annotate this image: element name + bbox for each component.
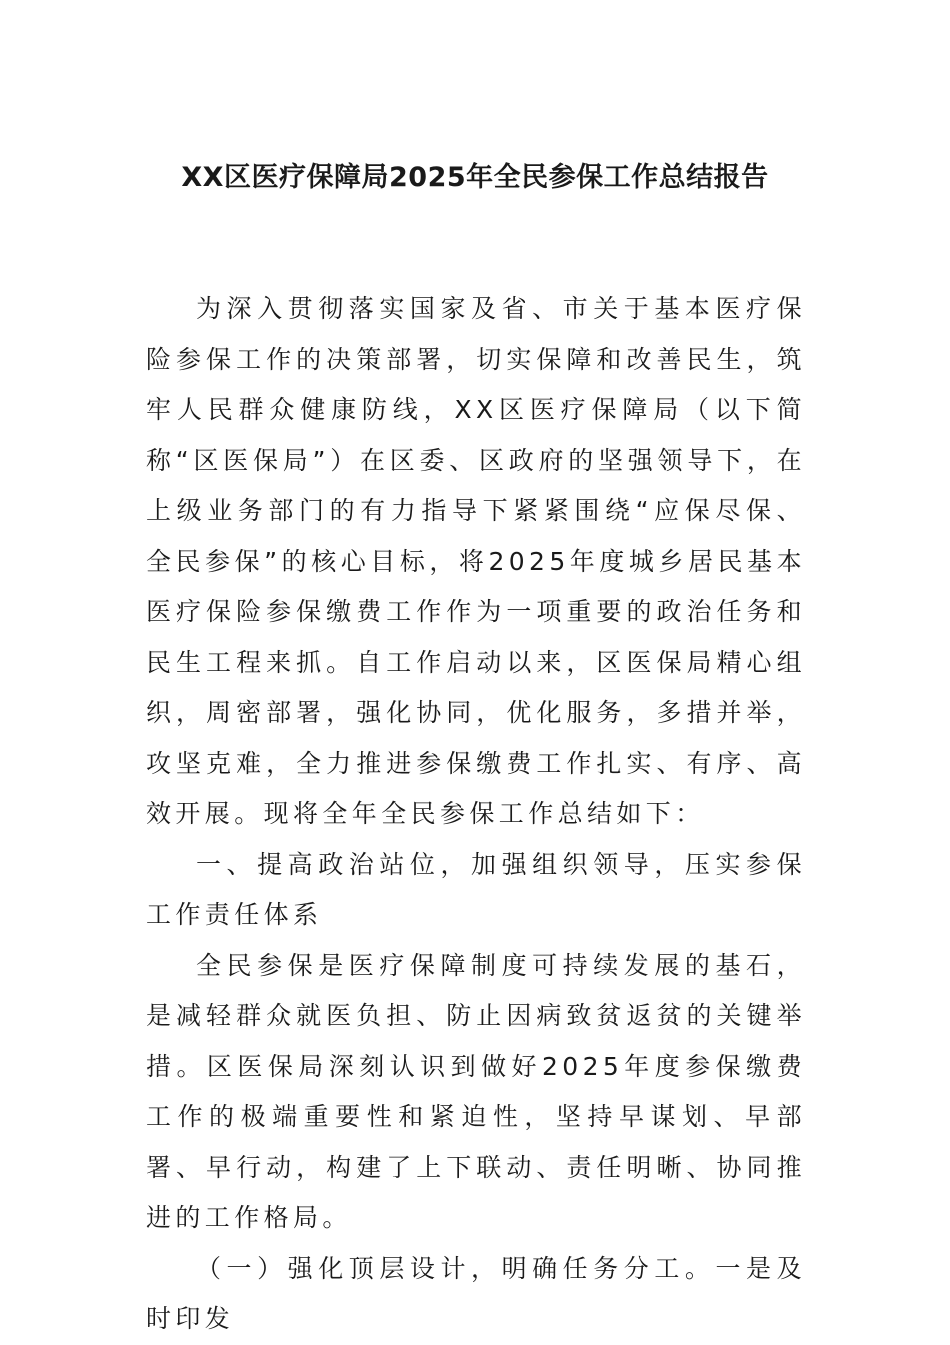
- section-1-paragraph: 全民参保是医疗保障制度可持续发展的基石，是减轻群众就医负担、防止因病致贫返贫的关键举措。区医保局深刻认识到做好2025年度参保缴费工作的极端重要性和紧迫性，坚持早谋划、早部署、早行动，构建了上下联动、责任明晰、协同推进的工作格局。: [146, 950, 806, 1232]
- intro-paragraph: 为深入贯彻落实国家及省、市关于基本医疗保险参保工作的决策部署，切实保障和改善民生，筑牢人民群众健康防线，XX区医疗保障局（以下简称“区医保局”）在区委、区政府的坚强领导下，在上级业务部门的有力指导下紧紧围绕“应保尽保、全民参保”的核心目标，将2025年度城乡居民基本医疗保险参保缴费工作作为一项重要的政治任务和民生工程来抓。自工作启动以来，区医保局精心组织，周密部署，强化协同，优化服务，多措并举，攻坚克难，全力推进参保缴费工作扎实、有序、高效开展。现将全年全民参保工作总结如下：: [146, 294, 806, 828]
- document-body: [146, 284, 806, 1345]
- subsection-1-paragraph: （一）强化顶层设计，明确任务分工。一是及时印发: [146, 1253, 806, 1333]
- section-heading-1: 一、提高政治站位，加强组织领导，压实参保工作责任体系: [146, 849, 806, 929]
- document-title: XX区医疗保障局2025年全民参保工作总结报告: [181, 162, 769, 193]
